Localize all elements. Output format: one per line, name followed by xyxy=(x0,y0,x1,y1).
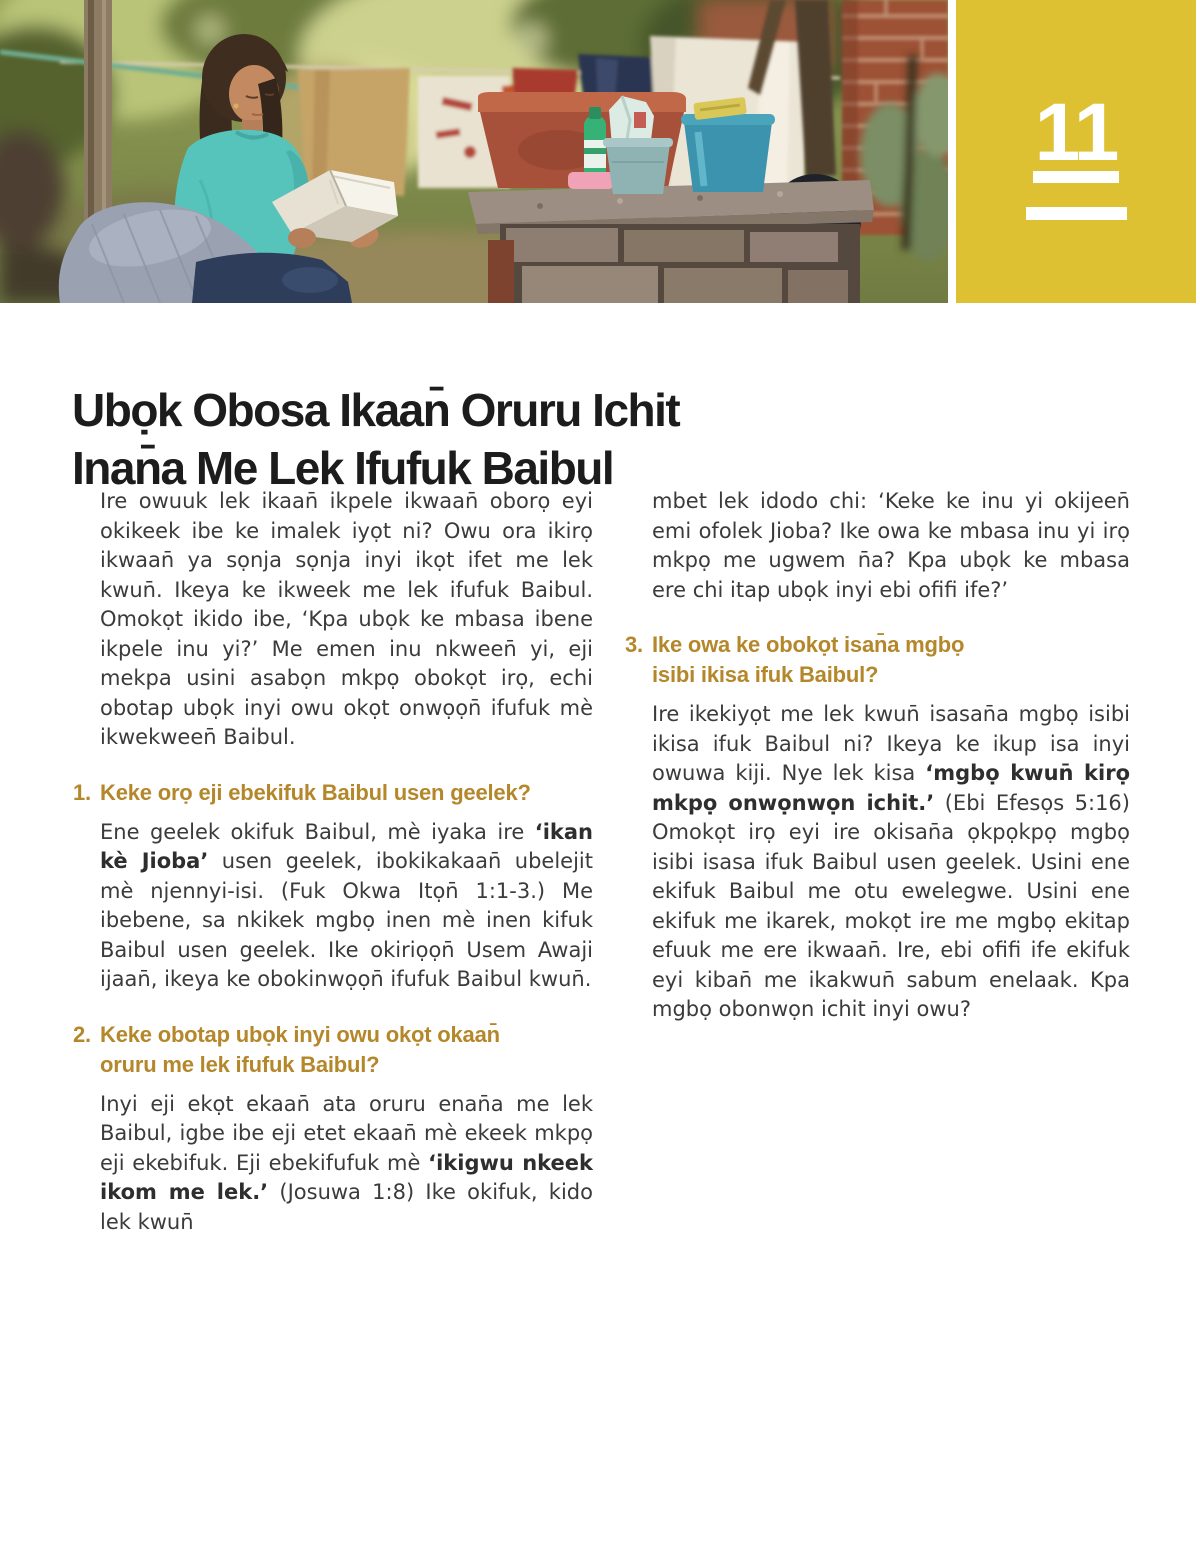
q2-continuation-text: mbet lek idodo chi: ‘Keke ke inu yi okijeen̄ emi ofolek Jioba? Ike owa ke mbasa inu yi irọ mkpọ me ugwem n̄a? Kpa ubọk ke mbasa ere chi itap ubọk inyi ebi ofifi ife?’ xyxy=(652,489,1130,602)
page-title-line-2: Inan̄a Me Lek Ifufuk Baibul xyxy=(72,441,614,494)
question-2-number: 2. xyxy=(73,1021,91,1047)
question-2-paragraph xyxy=(100,1090,593,1238)
q3-para-bold-quote: ‘mgbọ kwun̄ kirọ mkpọ onwọnwọn ichit.’ xyxy=(652,761,1131,815)
question-2-text xyxy=(100,1020,593,1080)
question-3-paragraph xyxy=(652,700,1130,1025)
question-3-text xyxy=(652,630,1130,690)
q3-para-pre: Ire ikekiyọt me lek kwun̄ isasan̄a mgbọ isibi ikisa ifuk Baibul ni? Ikeya ke ikup isa inyi owuwa kiji. Nye lek kisa xyxy=(652,702,1130,785)
question-2-line-1: Keke obotap ubọk inyi owu okọt okaan̄ xyxy=(100,1021,500,1047)
question-3-number: 3. xyxy=(625,632,643,657)
q2-para-post: (Josuwa 1:8) Ike okifuk, kido lek kwun̄ xyxy=(100,1180,593,1234)
left-column xyxy=(73,487,593,1237)
question-3-heading xyxy=(625,630,1130,690)
lesson-number: 11 xyxy=(1033,101,1120,183)
page-title xyxy=(72,381,972,497)
q1-para-pre: Ene geelek okifuk Baibul, mè iyaka ire xyxy=(100,819,535,844)
intro-paragraph-text: Ire owuuk lek ikaan̄ ikpele ikwaan̄ oborọ eyi okikeek ibe ke imalek iyọt ni? Owu ora ikirọ ikwaan̄ ya sọnja sọnja inyi ikọt ifet me lek kwun̄. Ikeya ke ikweek me lek ifufuk Baibul. Omokọt ikido ibe, ‘Kpa ubọk ke mbasa ibene ikpele inu yi?’ Me emen inu nkween̄ yi, eji mekpa usini asabọn mkpọ obokọt irọ, echi obotap ubọk inyi owu okọt onwọọn̄ ifufuk mè ikwekween̄ Baibul. xyxy=(100,489,593,749)
question-2-line-2: oruru me lek ifufuk Baibul? xyxy=(100,1051,380,1077)
q2-para-pre: Inyi eji ekọt ekaan̄ ata oruru enan̄a me lek Baibul, igbe ibe eji etet ekaan̄ mè ekeek mkpọ eji ekebifuk. Eji ebekifufuk mè xyxy=(100,1091,593,1175)
intro-paragraph xyxy=(100,487,593,753)
question-3-line-2: isibi ikisa ifuk Baibul? xyxy=(652,662,879,687)
header-photo xyxy=(0,0,948,303)
lesson-number-box xyxy=(956,0,1196,303)
question-1-text xyxy=(100,778,593,808)
lesson-underline-bar xyxy=(1026,207,1127,220)
question-1-line-1: Keke orọ eji ebekifuk Baibul usen geelek? xyxy=(100,779,531,805)
q3-para-post: (Ebi Efesọs 5:16) Omokọt irọ eyi ire okisan̄a ọkpọkpọ mgbọ isibi isasa ifuk Baibul usen geelek. Usini ene ekifuk Baibul me otu ewelegwe. Usini ene ekifuk me ikarek, mokọt ire me mgbọ ekitap efuuk me ere ikwaan̄. Ire, ebi ofifi ife ekifuk eyi kiban̄ me ikakwun̄ sabum enelaak. Kpa mgbọ obonwọn ichit inyi owu? xyxy=(652,790,1130,1021)
question-3-line-1: Ike owa ke obokọt isan̄a mgbọ xyxy=(652,632,965,657)
q1-para-bold-quote: ‘ikan kè Jioba’ xyxy=(100,819,593,873)
question-1-number: 1. xyxy=(73,779,91,805)
question-1-heading xyxy=(73,778,593,808)
question-2-heading xyxy=(73,1020,593,1080)
body-columns xyxy=(73,487,1130,1237)
header-photo-illustration xyxy=(0,0,948,303)
question-1-paragraph xyxy=(100,818,593,995)
q2-para-bold-quote: ‘ikigwu nkeek ikom me lek.’ xyxy=(100,1150,593,1204)
question-2-continuation-paragraph xyxy=(652,487,1130,605)
page-title-line-1: Ubọk Obosa Ikaan̄ Oruru Ichit xyxy=(72,383,680,436)
q1-para-post: usen geelek, ibokikakaan̄ ubelejit mè njennyi-isi. (Fuk Okwa Itọn̄ 1:1-3.) Me ibebene, sa nkikek mgbọ inen mè inen kifuk Baibul usen geelek. Ike okiriọọn̄ Usem Awaji ijaan̄, ikeya ke obokinwọọn̄ ifufuk Baibul kwun̄. xyxy=(100,849,593,991)
right-column xyxy=(625,487,1130,1237)
